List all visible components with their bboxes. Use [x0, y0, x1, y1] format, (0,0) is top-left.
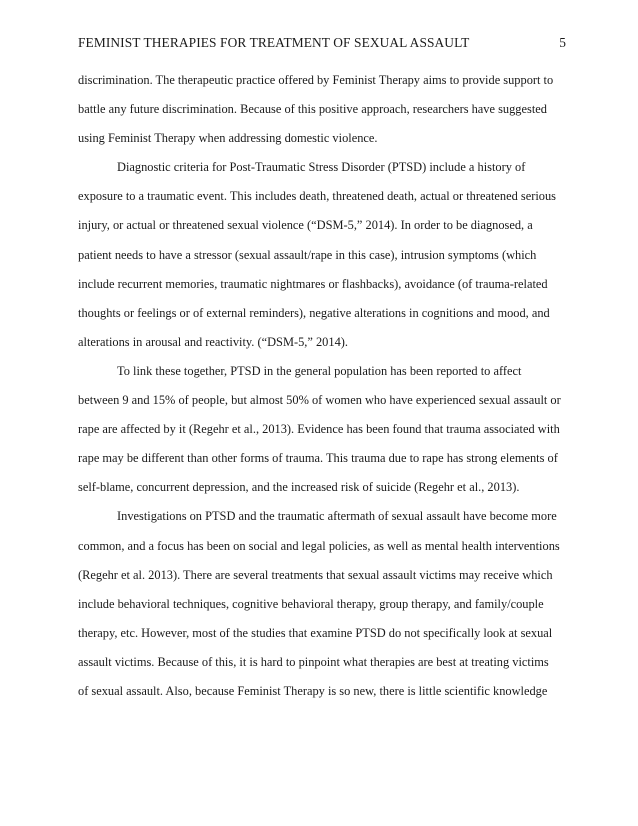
paragraph-first-line: Diagnostic criteria for Post-Traumatic Stress Disorder (PTSD) include a history of	[117, 160, 526, 175]
text-line: include behavioral techniques, cognitive behavioral therapy, group therapy, and family/couple	[78, 596, 544, 611]
paragraph-first-line: Investigations on PTSD and the traumatic aftermath of sexual assault have become more	[117, 509, 557, 524]
text-line: therapy, etc. However, most of the studies that examine PTSD do not specifically look at sexual	[78, 625, 553, 640]
text-line: alterations in arousal and reactivity. (“DSM-5,” 2014).	[78, 334, 348, 349]
text-line: patient needs to have a stressor (sexual assault/rape in this case), intrusion symptoms (which	[78, 247, 537, 262]
text-line: injury, or actual or threatened sexual violence (“DSM-5,” 2014). In order to be diagnosed, a	[78, 218, 533, 233]
text-line: between 9 and 15% of people, but almost 50% of women who have experienced sexual assault or	[78, 393, 561, 408]
text-line: (Regehr et al. 2013). There are several treatments that sexual assault victims may receive which	[78, 567, 553, 582]
text-line: include recurrent memories, traumatic nightmares or flashbacks), avoidance (of trauma-related	[78, 276, 548, 291]
text-line: of sexual assault. Also, because Feminist Therapy is so new, there is little scientific knowledge	[78, 683, 548, 698]
running-head: FEMINIST THERAPIES FOR TREATMENT OF SEXUAL ASSAULT	[78, 35, 470, 50]
text-line: common, and a focus has been on social and legal policies, as well as mental health interventions	[78, 538, 560, 553]
paragraph-first-line: To link these together, PTSD in the general population has been reported to affect	[117, 363, 522, 378]
page-number: 5	[559, 35, 566, 50]
text-line: self-blame, concurrent depression, and the increased risk of suicide (Regehr et al., 2013).	[78, 480, 520, 495]
text-line: rape may be different than other forms of trauma. This trauma due to rape has strong elements of	[78, 451, 558, 466]
text-line: thoughts or feelings or of external reminders), negative alterations in cognitions and mood, and	[78, 305, 550, 320]
document-body	[78, 66, 568, 706]
text-line: rape are affected by it (Regehr et al., 2013). Evidence has been found that trauma associated with	[78, 422, 560, 437]
text-line: using Feminist Therapy when addressing domestic violence.	[78, 131, 378, 146]
text-line: battle any future discrimination. Because of this positive approach, researchers have suggested	[78, 102, 547, 117]
text-line: discrimination. The therapeutic practice offered by Feminist Therapy aims to provide support to	[78, 73, 554, 87]
page-header	[78, 35, 566, 55]
text-line: assault victims. Because of this, it is hard to pinpoint what therapies are best at treating victims	[78, 654, 549, 669]
text-line: exposure to a traumatic event. This includes death, threatened death, actual or threatened serious	[78, 189, 557, 204]
